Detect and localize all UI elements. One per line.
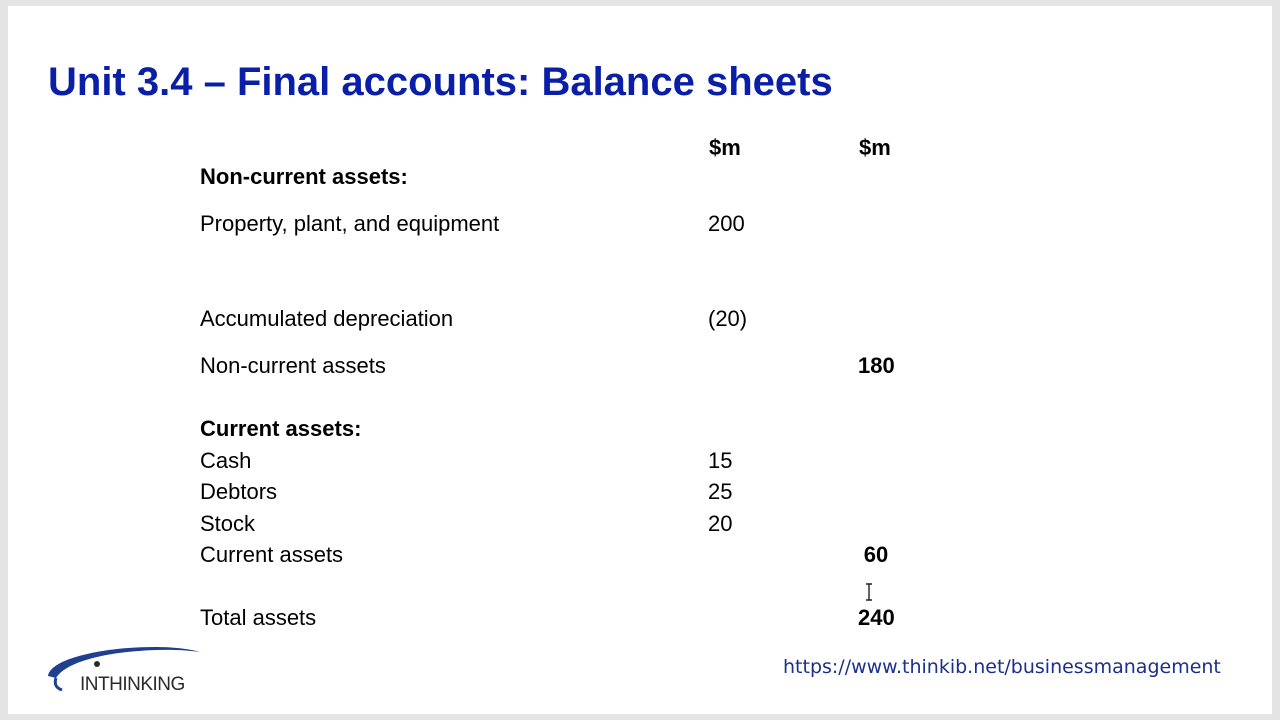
row-value-debtors: 25 (708, 479, 733, 504)
row-label-depreciation: Accumulated depreciation (200, 306, 454, 331)
row-label-debtors: Debtors (200, 479, 278, 504)
row-value-cash: 15 (708, 448, 733, 473)
row-label-cash: Cash (200, 448, 252, 473)
row-value-property: 200 (708, 211, 745, 236)
text-cursor-icon (864, 583, 874, 601)
column-header-2: $m (859, 135, 891, 160)
row-value-current-total: 60 (863, 542, 889, 567)
row-value-non-current-total: 180 (858, 353, 895, 378)
slide (8, 6, 1272, 714)
non-current-assets-heading: Non-current assets: (200, 164, 408, 189)
logo-text: INTHINKING (80, 674, 185, 694)
row-label-current-total: Current assets (200, 542, 344, 567)
column-header-1: $m (709, 135, 741, 160)
current-assets-heading: Current assets: (200, 416, 362, 441)
row-value-depreciation: (20) (708, 306, 748, 331)
footer-url-link[interactable]: https://www.thinkib.net/businessmanagement (783, 656, 1221, 678)
slide-title: Unit 3.4 – Final accounts: Balance sheets (48, 60, 833, 104)
row-label-total-assets: Total assets (200, 605, 317, 630)
row-value-stock: 20 (708, 511, 733, 536)
row-label-property: Property, plant, and equipment (200, 211, 500, 236)
row-value-total-assets: 240 (858, 605, 895, 630)
inthinking-logo (42, 642, 202, 694)
row-label-non-current-total: Non-current assets (200, 353, 386, 378)
row-label-stock: Stock (200, 511, 256, 536)
